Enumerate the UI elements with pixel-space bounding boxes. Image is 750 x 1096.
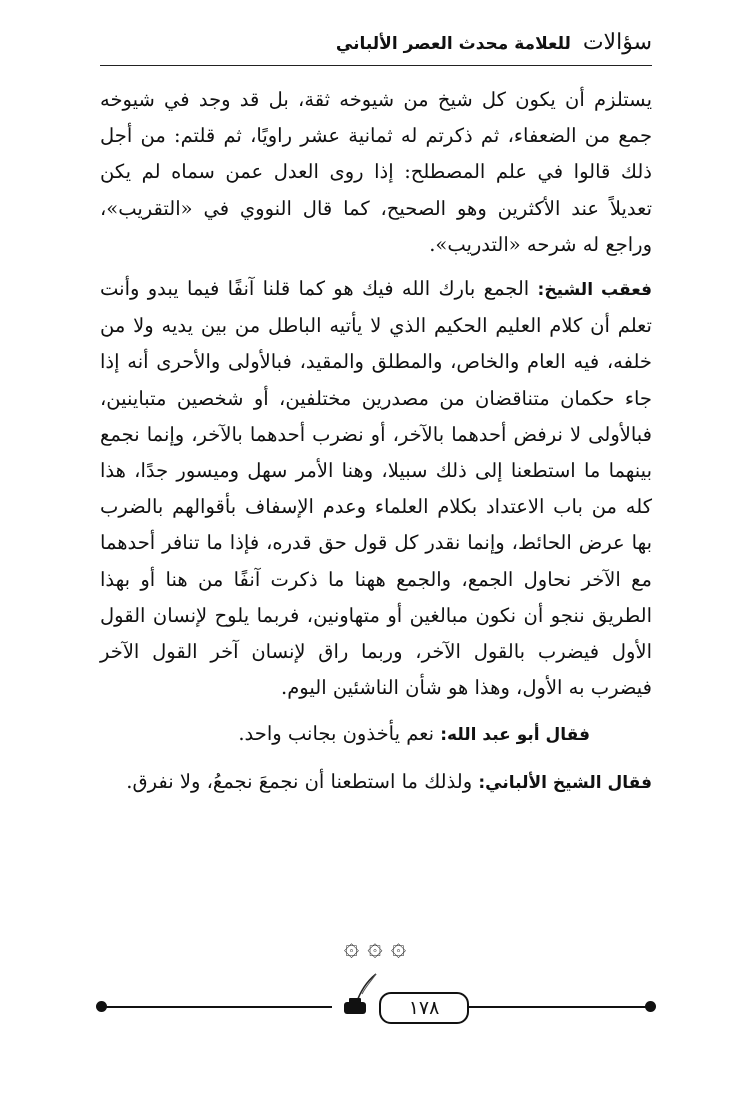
header-rule xyxy=(100,65,652,66)
paragraph-4-text: ولذلك ما استطعنا أن نجمعَ نجمعُ، ولا نفرق. xyxy=(126,769,473,793)
header-title-text: للعلامة محدث العصر الألباني xyxy=(335,34,571,54)
paragraph-4 xyxy=(100,764,652,801)
speaker-label: فعقب الشيخ: xyxy=(537,280,652,301)
paragraph-2-text: الجمع بارك الله فيك هو كما قلنا آنفًا فيما يبدو وأنت تعلم أن كلام العليم الحكيم الذي لا يأتيه الباطل من بين يديه ولا من خلفه، فيه العام والخاص، والمطلق والمقيد، فبالأولى والأحرى أنه إذا جاء حكمان متناقضان من مصدرين مختلفين، أو شخصين متباينين، فبالأولى لا نرفض أحدهما بالآخر، أو نضرب أحدهما بالآخر، وإنما نجمع بينهما ما استطعنا إلى ذلك سبيلا، وهنا الأمر سهل وميسور جدًا، هذا كله من باب الاعتداد بكلام العلماء وعدم الإسفاف بأقوالهم بالضرب بها عرض الحائط، وإنما نقدر كل قول حق قدره، فإذا ما تنافر أحدهما مع الآخر نحاول الجمع، والجمع ههنا ما ذكرت آنفًا من هنا أو بهذا الطريق ننجو أن نكون مبالغين أو متهاونين، فربما يلوح لإنسان القول الأول فيضرب بالقول الآخر، وربما راق لإنسان آخر القول الآخر فيضرب به الأول، وهذا هو شأن الناشئين اليوم. xyxy=(100,277,652,700)
section-end-ornaments: ۞ ۞ ۞ xyxy=(343,932,407,962)
footer-dot-right xyxy=(645,1001,656,1012)
paragraph-1-text: يستلزم أن يكون كل شيخ من شيوخه ثقة، بل قد وجد في شيوخه جمع من الضعفاء، ثم ذكرتم له ثمانية عشر راويًا، ثم قلتم: من أجل ذلك قالوا في علم المصطلح: إذا روى العدل عمن سماه لم يكن تعديلاً عند الأكثرين وهو الصحيح، كما قال النووي في «التقريب»، وراجع له شرحه «التدريب». xyxy=(100,88,652,256)
paragraph-2 xyxy=(100,271,652,706)
inkwell-quill-icon xyxy=(336,972,380,1016)
page-footer xyxy=(96,990,656,1030)
running-header xyxy=(100,22,652,66)
footer-line-left xyxy=(104,1006,332,1008)
paragraph-3 xyxy=(100,716,652,753)
footer-line-right xyxy=(468,1006,646,1008)
header-title xyxy=(336,30,652,55)
speaker-label: فقال أبو عبد الله: xyxy=(440,725,590,746)
book-mark: سؤالات xyxy=(582,30,652,55)
page-body xyxy=(100,82,652,801)
paragraph-1 xyxy=(100,82,652,263)
paragraph-3-text: نعم يأخذون بجانب واحد. xyxy=(238,722,435,746)
speaker-label: فقال الشيخ الألباني: xyxy=(478,772,652,793)
page-number: ١٧٨ xyxy=(379,992,469,1024)
